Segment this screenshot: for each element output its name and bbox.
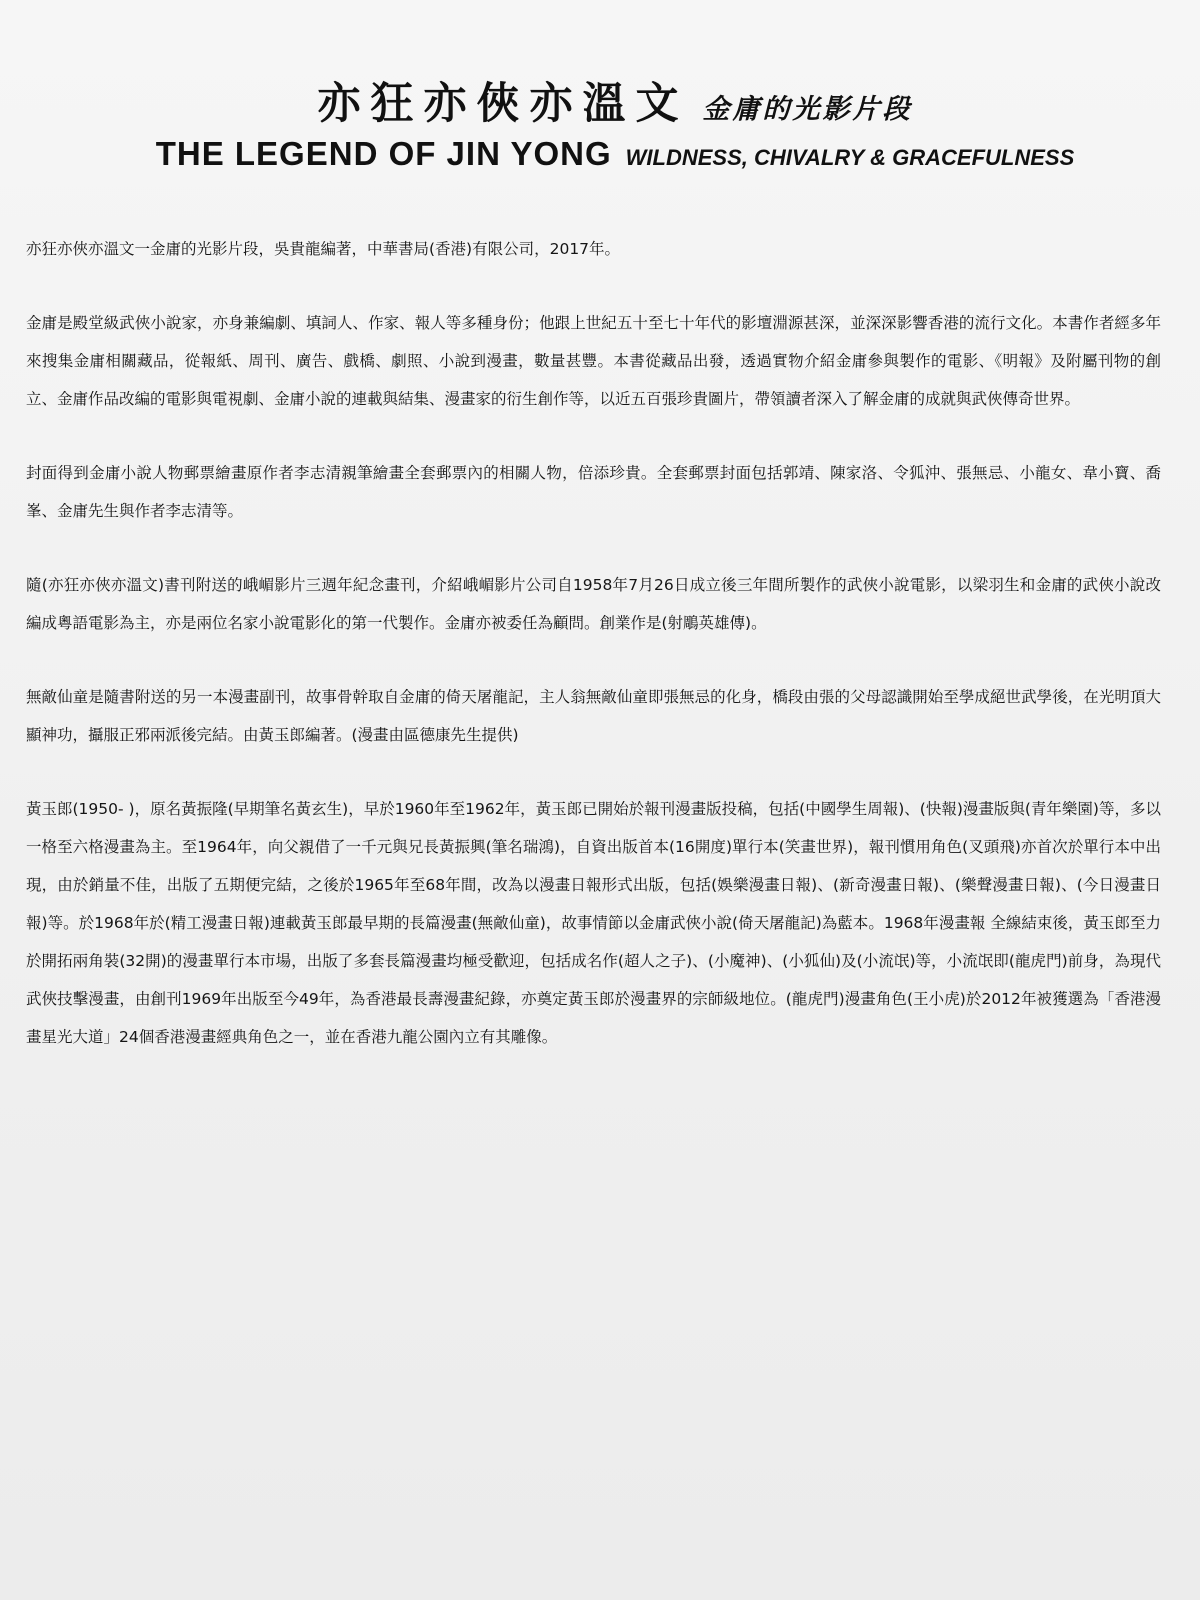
subtitle-chinese: 金庸的光影片段 bbox=[702, 94, 913, 125]
title-chinese: 亦狂亦俠亦溫文 bbox=[317, 79, 689, 129]
cover-paragraph: 封面得到金庸小說人物郵票繪畫原作者李志清親筆繪畫全套郵票內的相關人物，倍添珍貴。全套郵票封面包括郭靖、陳家洛、令狐沖、張無忌、小龍女、韋小寶、喬峯、金庸先生與作者李志清等。 bbox=[26, 464, 1161, 520]
title-english: THE LEGEND OF JIN YONG bbox=[155, 135, 612, 172]
body-text bbox=[26, 230, 1161, 1056]
comic-paragraph: 無敵仙童是隨書附送的另一本漫畫副刊，故事骨幹取自金庸的倚天屠龍記，主人翁無敵仙童即張無忌的化身，橋段由張的父母認識開始至學成絕世武學後，在光明頂大顯神功，攝服正邪兩派後完結。由黃玉郎編著。(漫畫由區德康先生提供) bbox=[26, 688, 1161, 744]
title-line-english bbox=[30, 135, 1200, 173]
intro-paragraph: 金庸是殿堂級武俠小說家，亦身兼編劇、填詞人、作家、報人等多種身份；他跟上世紀五十至七十年代的影壇淵源甚深，並深深影響香港的流行文化。本書作者經多年來搜集金庸相關藏品，從報紙、周刊、廣告、戲橋、劇照、小說到漫畫，數量甚豐。本書從藏品出發，透過實物介紹金庸參與製作的電影、《明報》及附屬刊物的創立、金庸作品改編的電影與電視劇、金庸小說的連載與結集、漫畫家的衍生創作等，以近五百張珍貴圖片，帶領讀者深入了解金庸的成就與武俠傳奇世界。 bbox=[26, 314, 1161, 408]
artist-paragraph: 黃玉郎(1950- )，原名黃振隆(早期筆名黃玄生)，早於1960年至1962年，黃玉郎已開始於報刊漫畫版投稿，包括(中國學生周報)、(快報)漫畫版與(青年樂園)等，多以一格至六格漫畫為主。至1964年，向父親借了一千元與兄長黃振興(筆名瑞鴻)，自資出版首本(16開度)單行本(笑畫世界)，報刊慣用角色(叉頭飛)亦首次於單行本中出現，由於銷量不佳，出版了五期便完結，之後於1965年至68年間，改為以漫畫日報形式出版，包括(娛樂漫畫日報)、(新奇漫畫日報)、(樂聲漫畫日報)、(今日漫畫日報)等。於1968年於(精工漫畫日報)連載黃玉郎最早期的長篇漫畫(無敵仙童)，故事情節以金庸武俠小說(倚天屠龍記)為藍本。1968年漫畫報 全線結束後，黃玉郎至力於開拓兩角裝(32開)的漫畫單行本市場，出版了多套長篇漫畫均極受歡迎，包括成名作(超人之子)、(小魔神)、(小狐仙)及(小流氓)等，小流氓即(龍虎門)前身，為現代武俠技擊漫畫，由創刊1969年出版至今49年，為香港最長壽漫畫紀錄，亦奠定黃玉郎於漫畫界的宗師級地位。(龍虎門)漫畫角色(王小虎)於2012年被獲選為「香港漫畫星光大道」24個香港漫畫經典角色之一，並在香港九龍公園內立有其雕像。 bbox=[26, 800, 1161, 1046]
subtitle-english: WILDNESS, CHIVALRY & GRACEFULNESS bbox=[625, 145, 1075, 170]
supplement-paragraph: 隨(亦狂亦俠亦溫文)書刊附送的峨嵋影片三週年紀念畫刊，介紹峨嵋影片公司自1958年7月26日成立後三年間所製作的武俠小說電影，以梁羽生和金庸的武俠小說改編成粵語電影為主，亦是兩位名家小說電影化的第一代製作。金庸亦被委任為顧問。創業作是(射鵰英雄傳)。 bbox=[26, 576, 1161, 632]
citation-paragraph: 亦狂亦俠亦溫文一金庸的光影片段，吳貴龍編著，中華書局(香港)有限公司，2017年。 bbox=[26, 240, 621, 258]
title-line-chinese bbox=[30, 70, 1200, 131]
header bbox=[0, 70, 1200, 173]
